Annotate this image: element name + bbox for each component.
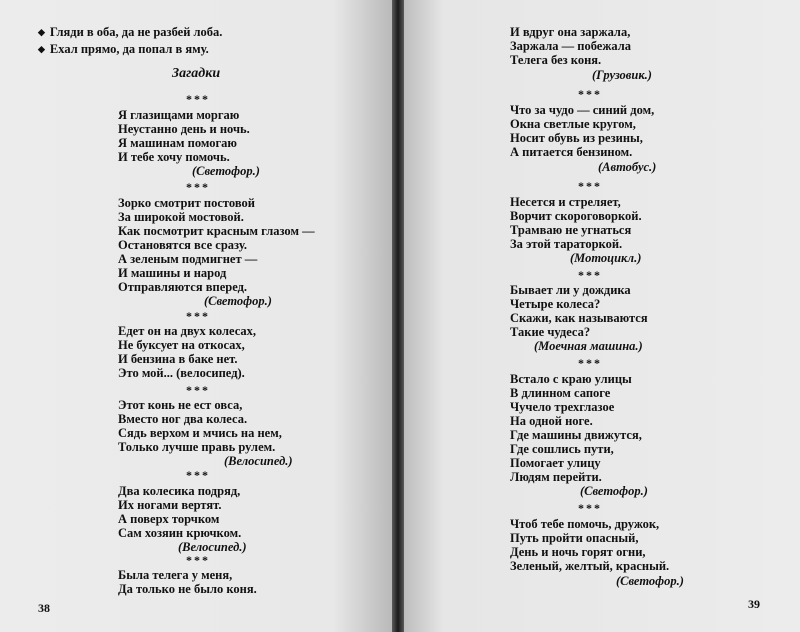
riddle-line: Я машинам помогаю [118,136,237,150]
riddle-line: Была телега у меня, [118,568,233,582]
riddle-line: На одной ноге. [510,414,593,428]
stars-separator: *** [578,501,602,515]
riddle-line: Зеленый, желтый, красный. [510,559,670,573]
riddle-line: Не буксует на откосах, [118,338,245,352]
stars-separator: *** [186,553,210,567]
riddle-answer: (Мотоцикл.) [570,251,642,265]
stars-separator: *** [186,383,210,397]
riddle-line: А поверх торчком [118,512,220,526]
book-gutter [392,0,404,632]
page-number: 38 [38,601,50,615]
riddle-line: Сам хозяин крючком. [118,526,242,540]
riddle-line: Сядь верхом и мчись на нем, [118,426,282,440]
riddle-line: Ворчит скороговоркой. [510,209,642,223]
riddle-line: Да только не было коня. [118,582,257,596]
riddle-line: Чтоб тебе помочь, дружок, [510,517,660,531]
riddle-line: Бывает ли у дождика [510,283,631,297]
riddle-line: Отправляются вперед. [118,280,248,294]
proverb-bullet: ◆ Гляди в оба, да не разбей лоба. [38,25,222,40]
riddle-line: За этой тараторкой. [510,237,623,251]
riddle-line: Несется и стреляет, [510,195,621,209]
proverb-bullet: ◆ Ехал прямо, да попал в яму. [38,42,209,57]
riddle-line: Где сошлись пути, [510,442,614,456]
riddle-line: И бензина в баке нет. [118,352,238,366]
stars-separator: *** [186,92,210,106]
riddle-line: И машины и народ [118,266,227,280]
riddle-line: Я глазищами моргаю [118,108,240,122]
riddle-answer: (Велосипед.) [224,454,293,468]
riddle-answer: (Светофор.) [580,484,648,498]
riddle-line: Остановятся все сразу. [118,238,247,252]
riddle-line: И вдруг она заржала, [510,25,631,39]
riddle-line: Носит обувь из резины, [510,131,643,145]
riddle-line: Неустанно день и ночь. [118,122,250,136]
stars-separator: *** [578,87,602,101]
riddle-answer: (Светофор.) [192,164,260,178]
riddle-line: Четыре колеса? [510,297,601,311]
riddle-line: В длинном сапоге [510,386,611,400]
stars-separator: *** [578,268,602,282]
riddle-line: Два колесика подряд, [118,484,241,498]
riddle-line: Помогает улицу [510,456,601,470]
stars-separator: *** [186,468,210,482]
riddle-line: Зорко смотрит постовой [118,196,255,210]
riddle-line: Что за чудо — синий дом, [510,103,655,117]
riddle-line: Этот конь не ест овса, [118,398,243,412]
stars-separator: *** [578,179,602,193]
riddle-answer: (Велосипед.) [178,540,247,554]
riddle-line: Как посмотрит красным глазом — [118,224,315,238]
riddle-answer: (Грузовик.) [592,68,652,82]
riddle-answer: (Моечная машина.) [534,339,643,353]
riddle-line: Людям перейти. [510,470,602,484]
riddle-line: Телега без коня. [510,53,602,67]
riddle-line: И тебе хочу помочь. [118,150,230,164]
riddle-answer: (Светофор.) [204,294,272,308]
riddle-line: Встало с краю улицы [510,372,632,386]
section-heading: Загадки [172,66,221,81]
riddle-answer: (Светофор.) [616,574,684,588]
riddle-line: Едет он на двух колесах, [118,324,257,338]
riddle-line: Такие чудеса? [510,325,591,339]
riddle-line: Их ногами вертят. [118,498,222,512]
stars-separator: *** [578,356,602,370]
riddle-line: А зеленым подмигнет — [118,252,258,266]
riddle-line: Вместо ног два колеса. [118,412,248,426]
riddle-answer: (Автобус.) [598,160,657,174]
riddle-line: Путь пройти опасный, [510,531,639,545]
stars-separator: *** [186,180,210,194]
right-page [404,0,800,632]
left-page [0,0,392,632]
riddle-line: День и ночь горят огни, [510,545,646,559]
riddle-line: Заржала — побежала [510,39,632,53]
riddle-line: Где машины движутся, [510,428,642,442]
riddle-line: Скажи, как называются [510,311,648,325]
riddle-line: Окна светлые кругом, [510,117,636,131]
riddle-line: Чучело трехглазое [510,400,615,414]
riddle-line: Это мой... (велосипед). [118,366,245,380]
riddle-line: Только лучше правь рулем. [118,440,276,454]
riddle-line: А питается бензином. [510,145,633,159]
riddle-line: Трамваю не угнаться [510,223,632,237]
riddle-line: За широкой мостовой. [118,210,244,224]
page-number: 39 [748,597,760,611]
stars-separator: *** [186,309,210,323]
